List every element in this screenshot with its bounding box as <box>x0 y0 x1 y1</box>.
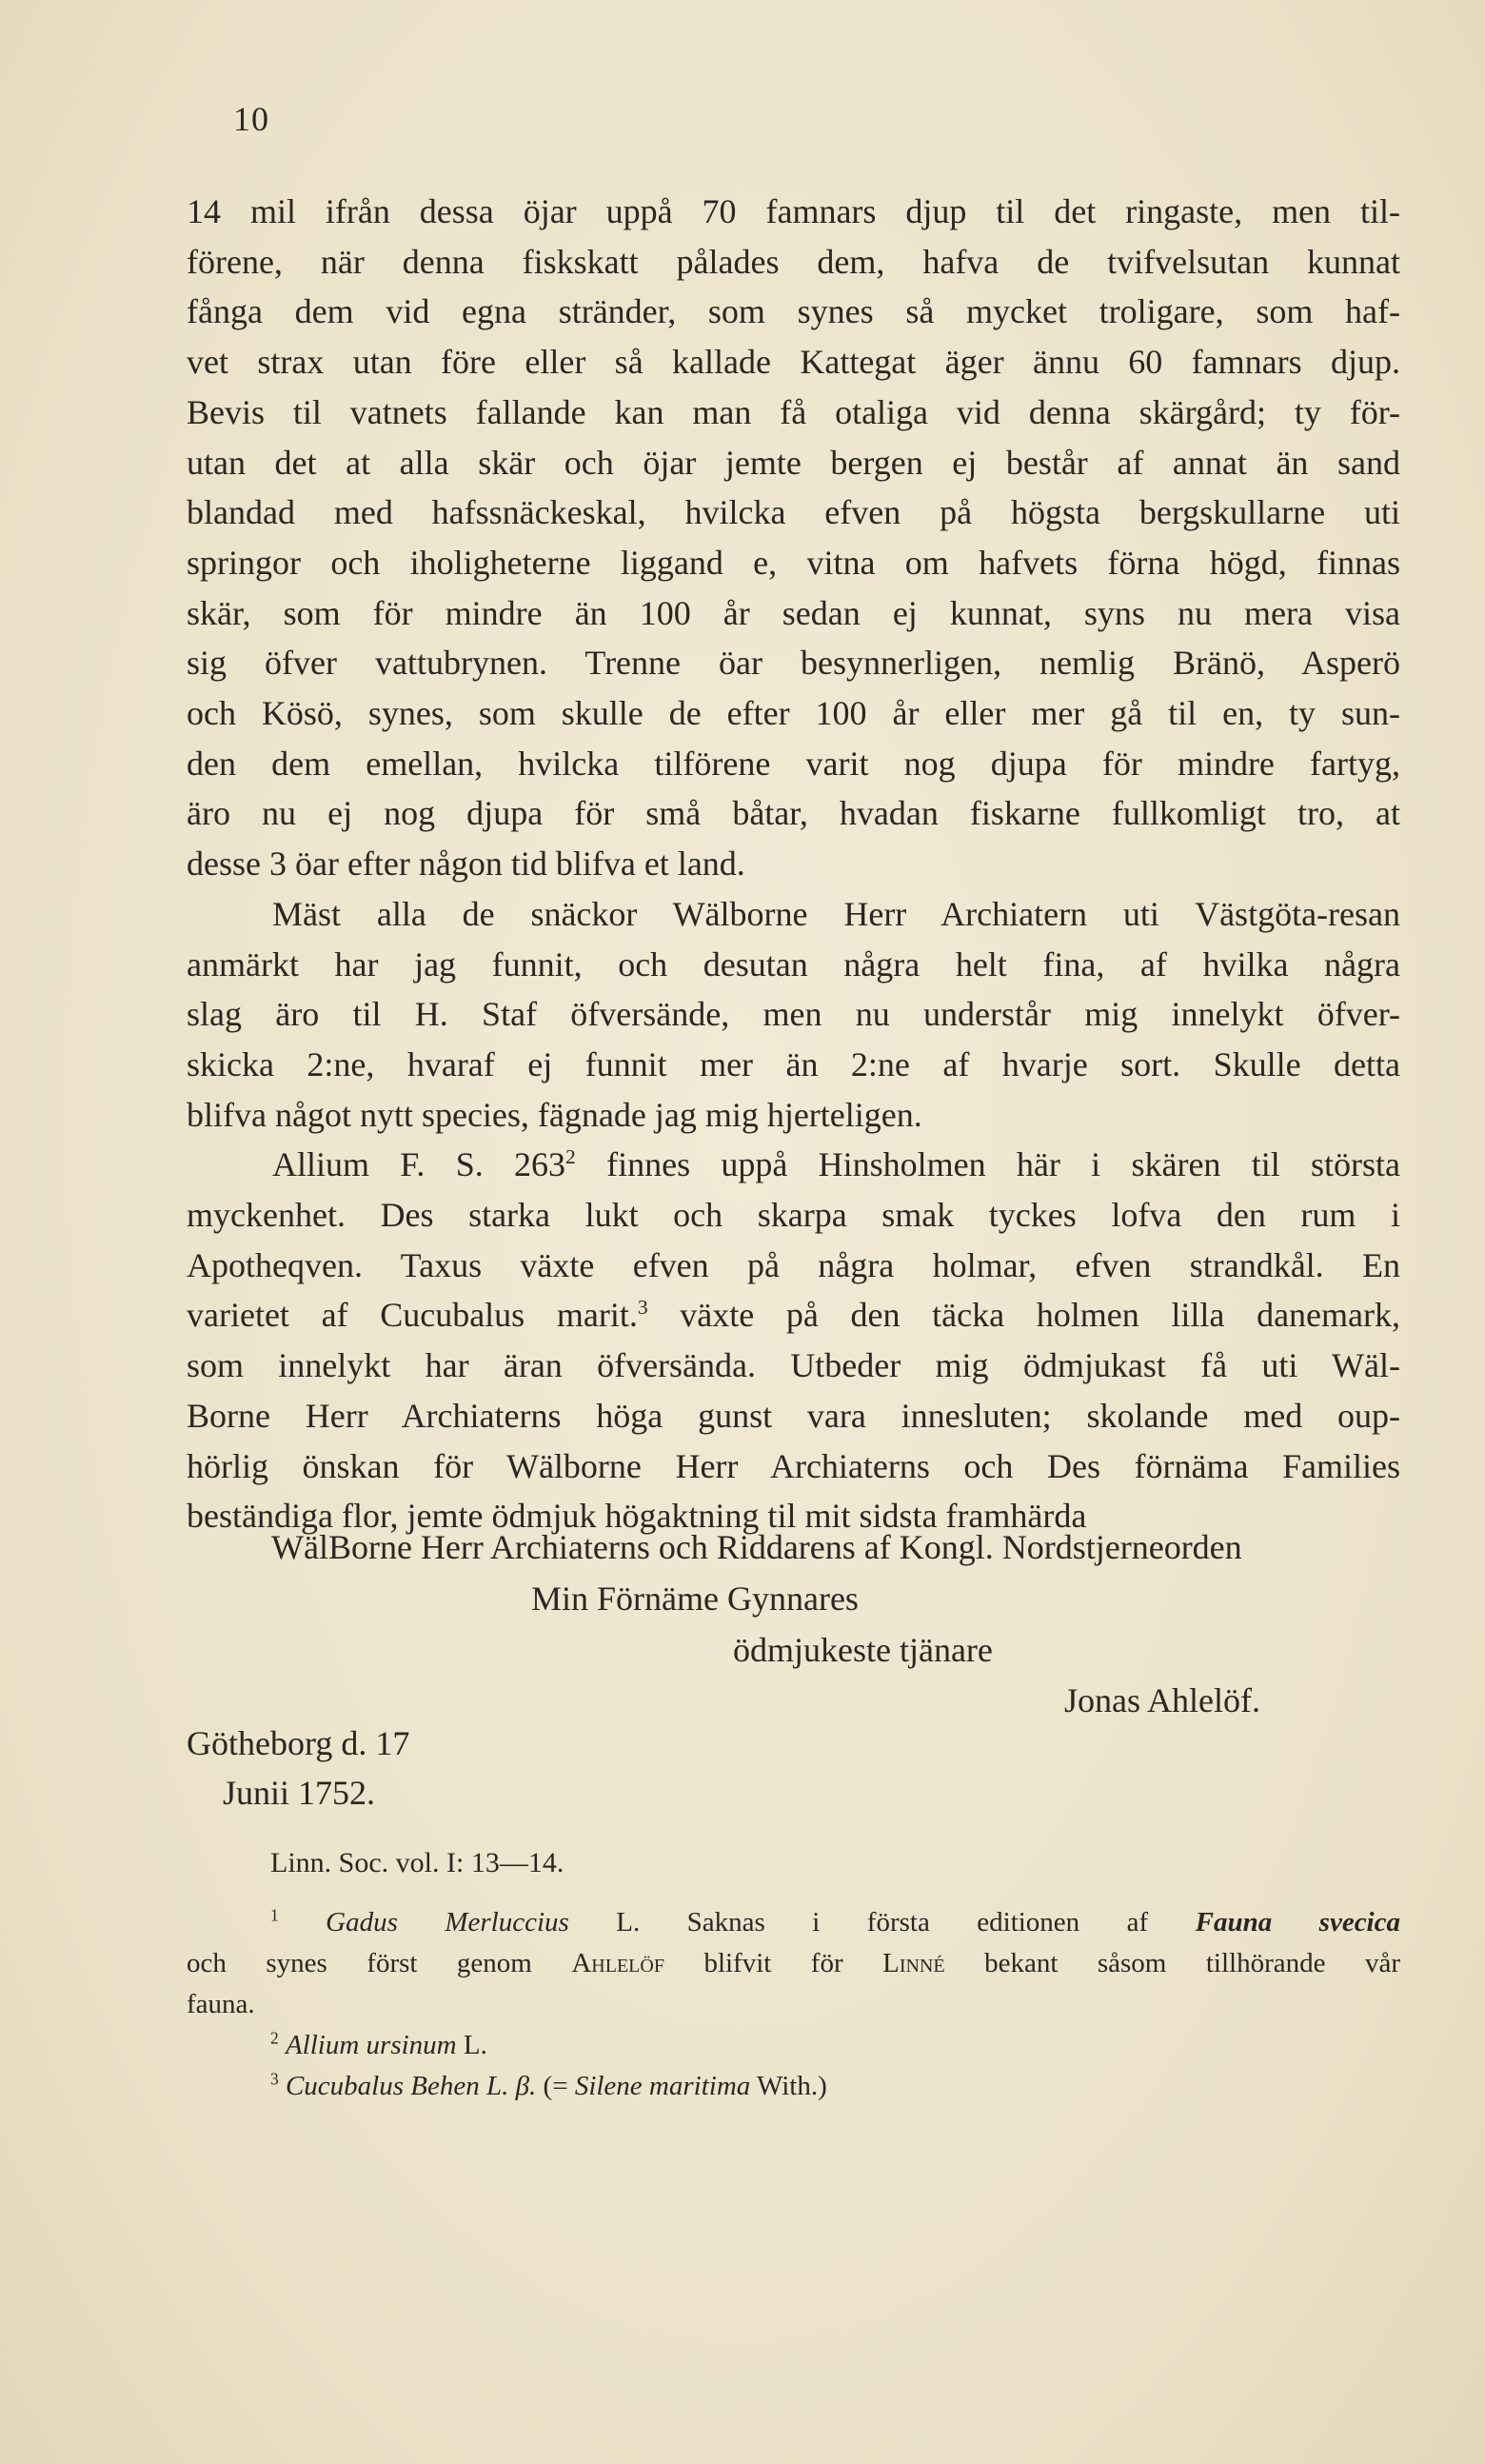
text-line: blandad med hafssnäckeskal, hvilcka efven på högsta bergskullarne uti <box>187 493 1400 532</box>
text-line: Apotheqven. Taxus växte efven på några holmar, efven strandkål. En <box>187 1245 1400 1284</box>
allium-ref: Allium F. S. 263 <box>272 1145 566 1184</box>
species-name: Allium ursinum <box>285 2030 457 2060</box>
footnote-1-cont <box>187 1943 1400 1984</box>
species-name: Cucubalus Behen L. β. <box>285 2071 537 2101</box>
footnote-number: 2 <box>270 2028 279 2048</box>
footnote-text: L. <box>456 2030 487 2060</box>
footnote-number: 1 <box>270 1905 279 1925</box>
book-title: Fauna svecica <box>1195 1907 1400 1937</box>
cucubalus-ref: varietet af Cucubalus marit. <box>187 1296 638 1335</box>
text-line: skär, som för mindre än 100 år sedan ej kunnat, syns nu mera visa <box>187 593 1400 632</box>
text-line: vet strax utan före eller så kallade Kattegat äger ännu 60 famnars djup. <box>187 343 1400 382</box>
text-line: som innelykt har äran öfversända. Utbeder mig ödmjukast få uti Wäl- <box>187 1346 1400 1385</box>
footnote-marker: 2 <box>565 1145 576 1169</box>
footnote-1 <box>187 1902 1400 1943</box>
letter-body <box>187 187 1400 1541</box>
author-name: Linné <box>882 1948 945 1978</box>
text-line: skicka 2:ne, hvaraf ej funnit mer än 2:ne af hvarje sort. Skulle detta <box>187 1044 1400 1083</box>
footnote-text: With.) <box>750 2071 827 2101</box>
closing-servant: ödmjukeste tjänare <box>733 1631 993 1669</box>
footnote-text: L. Saknas i första editionen af <box>568 1907 1196 1937</box>
text-line <box>187 1140 1400 1190</box>
footnote-text: och synes först genom <box>187 1948 572 1978</box>
text-line <box>187 1290 1400 1341</box>
text-line: slag äro til H. Staf öfversände, men nu understår mig innelykt öfver- <box>187 995 1400 1034</box>
source-reference: Linn. Soc. vol. I: 13—14. <box>270 1847 564 1878</box>
footnote-number: 3 <box>270 2069 279 2089</box>
text-line: och Kösö, synes, som skulle de efter 100 år eller mer gå til en, ty sun- <box>187 694 1400 733</box>
text-line: blifva något nytt species, fägnade jag mig hjerteligen. <box>187 1095 922 1134</box>
signature: Jonas Ahlelöf. <box>1064 1681 1260 1719</box>
text-line: beständiga flor, jemte ödmjuk högaktning til mit sidsta framhärda <box>187 1497 1087 1536</box>
text-line: den dem emellan, hvilcka tilförene varit nog djupa för mindre fartyg, <box>187 744 1400 783</box>
author-name: Ahlelöf <box>571 1948 664 1978</box>
text-line: 14 mil ifrån dessa öjar uppå 70 famnars djup til det ringaste, men til- <box>187 192 1400 230</box>
footnote-text: blifvit för <box>663 1948 883 1978</box>
species-name: Silene maritima <box>574 2071 751 2101</box>
footnote-3 <box>187 2066 1400 2107</box>
text-line: myckenhet. Des starka lukt och skarpa smak tyckes lofva den rum i <box>187 1196 1400 1235</box>
text-line: sig öfver vattubrynen. Trenne öar besynnerligen, nemlig Bränö, Asperö <box>187 644 1400 683</box>
text-line: utan det at alla skär och öjar jemte bergen ej består af annat än sand <box>187 443 1400 482</box>
footnote-2 <box>187 2025 1400 2066</box>
footnote-text: bekant såsom tillhörande vår <box>944 1948 1400 1978</box>
text-line: förene, när denna fiskskatt pålades dem, hafva de tvifvelsutan kunnat <box>187 242 1400 281</box>
closing-salutation: WälBorne Herr Archiaterns och Riddarens af Kongl. Nordstjerneorden <box>271 1528 1242 1566</box>
footnote-text: (= <box>536 2071 575 2101</box>
text-line: desse 3 öar efter någon tid blifva et land. <box>187 845 745 884</box>
text-line: äro nu ej nog djupa för små båtar, hvadan fiskarne fullkomligt tro, at <box>187 794 1400 833</box>
species-name: Gadus Merluccius <box>326 1907 569 1937</box>
closing-patron: Min Förnäme Gynnares <box>531 1580 859 1618</box>
text-line: Bevis til vatnets fallande kan man få otaliga vid denna skärgård; ty för- <box>187 392 1400 431</box>
page-number: 10 <box>233 100 269 138</box>
text-line: Borne Herr Archiaterns höga gunst vara innesluten; skolande med oup- <box>187 1396 1400 1435</box>
allium-rest: finnes uppå Hinsholmen här i skären til största <box>575 1145 1400 1184</box>
text-line: hörlig önskan för Wälborne Herr Archiaterns och Des förnäma Families <box>187 1446 1400 1485</box>
text-line: springor och iholigheterne liggand e, vitna om hafvets förna högd, finnas <box>187 543 1400 582</box>
footnote-1-end: fauna. <box>187 1989 255 2019</box>
cucubalus-rest: växte på den täcka holmen lilla danemark, <box>647 1296 1400 1335</box>
footnote-marker: 3 <box>637 1296 648 1320</box>
text-line: Mäst alla de snäckor Wälborne Herr Archiatern uti Västgöta-resan <box>272 894 1400 933</box>
footnotes <box>187 1902 1400 2107</box>
date-year: Junii 1752. <box>223 1774 376 1812</box>
text-line: anmärkt har jag funnit, och desutan några helt fina, af hvilka några <box>187 944 1400 984</box>
text-line: fånga dem vid egna stränder, som synes så mycket troligare, som haf- <box>187 292 1400 331</box>
place-date: Götheborg d. 17 <box>187 1724 410 1762</box>
